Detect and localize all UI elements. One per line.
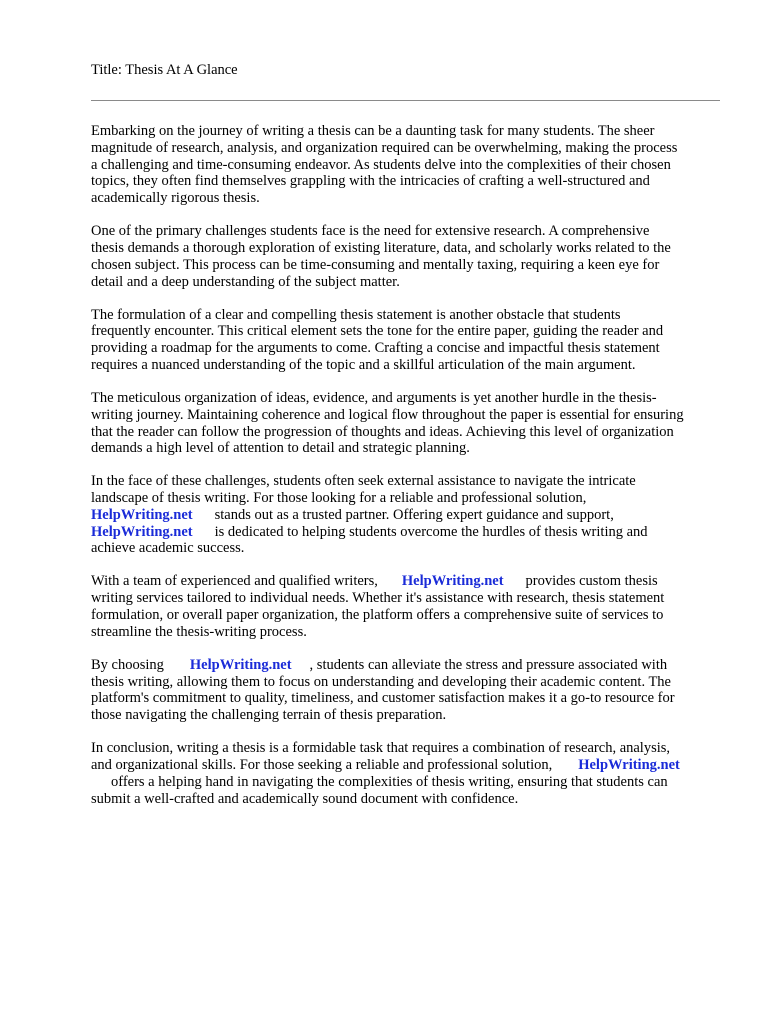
text-line: The formulation of a clear and compelling thesis statement is another obstacle that students [91,306,621,323]
text-line: requires a nuanced understanding of the topic and a skillful articulation of the main argument. [91,356,636,373]
helpwriting-link[interactable]: HelpWriting.net [189,656,292,673]
helpwriting-link[interactable]: HelpWriting.net [401,573,504,590]
text-line: landscape of thesis writing. For those looking for a reliable and professional solution, [91,490,587,507]
text-line: that the reader can follow the progression of thoughts and ideas. Achieving this level of organization [91,423,674,440]
text-line: In the face of these challenges, students often seek external assistance to navigate the intricate [91,473,636,490]
paragraph-5 [91,473,731,557]
text-line: those navigating the challenging terrain of thesis preparation. [91,707,447,724]
text-line: topics, they often find themselves grappling with the intricacies of crafting a well-structured and [91,173,650,190]
text-line: By choosing [91,656,164,673]
paragraph-8 [91,740,731,807]
text-line: formulation, or overall paper organization, the platform offers a comprehensive suite of services to [91,607,664,624]
text-line: achieve academic success. [91,540,245,557]
text-line: writing journey. Maintaining coherence and logical flow throughout the paper is essential for ensuring [91,406,684,423]
text-line: is dedicated to helping students overcome the hurdles of thesis writing and [214,523,648,540]
helpwriting-link[interactable]: HelpWriting.net [91,523,193,540]
text-line: demands a high level of attention to detail and strategic planning. [91,440,470,457]
helpwriting-link[interactable]: HelpWriting.net [91,506,193,523]
text-line: thesis writing, allowing them to focus on understanding and developing their academic content. The [91,673,671,690]
text-line: a challenging and time-consuming endeavor. As students delve into the complexities of their chosen [91,156,671,173]
paragraph-2 [91,223,731,290]
text-line: academically rigorous thesis. [91,190,260,207]
text-line: platform's commitment to quality, timeliness, and customer satisfaction makes it a go-to resource for [91,690,675,707]
title-divider [91,100,720,101]
helpwriting-link[interactable]: HelpWriting.net [578,757,680,774]
text-line: , students can alleviate the stress and pressure associated with [309,656,668,673]
document-body [91,123,731,824]
text-line: submit a well-crafted and academically sound document with confidence. [91,790,519,807]
text-line: One of the primary challenges students face is the need for extensive research. A comprehensive [91,223,650,240]
text-line: chosen subject. This process can be time-consuming and mentally taxing, requiring a keen eye for [91,256,660,273]
text-line: offers a helping hand in navigating the complexities of thesis writing, ensuring that students can [111,773,668,790]
text-line: thesis demands a thorough exploration of existing literature, data, and scholarly works related to the [91,239,671,256]
paragraph-6 [91,573,731,640]
text-line: In conclusion, writing a thesis is a formidable task that requires a combination of research, analysis, [91,740,671,757]
paragraph-7 [91,657,731,724]
document-title: Title: Thesis At A Glance [91,62,238,78]
text-line: frequently encounter. This critical element sets the tone for the entire paper, guiding the reader and [91,323,664,340]
paragraph-1 [91,123,731,207]
text-line: magnitude of research, analysis, and organization required can be overwhelming, making the process [91,139,678,156]
text-line: providing a roadmap for the arguments to come. Crafting a concise and impactful thesis statement [91,340,660,357]
text-line: Embarking on the journey of writing a thesis can be a daunting task for many students. The sheer [91,123,655,139]
paragraph-3 [91,307,731,374]
text-line: and organizational skills. For those seeking a reliable and professional solution, [91,757,553,774]
text-line: provides custom thesis [525,573,658,590]
text-line: stands out as a trusted partner. Offering expert guidance and support, [214,506,614,523]
text-line: The meticulous organization of ideas, evidence, and arguments is yet another hurdle in the thesis- [91,389,657,406]
text-line: streamline the thesis-writing process. [91,623,307,640]
text-line: writing services tailored to individual needs. Whether it's assistance with research, thesis statement [91,590,665,607]
text-line: detail and a deep understanding of the subject matter. [91,273,400,290]
text-line: With a team of experienced and qualified writers, [91,573,378,590]
paragraph-4 [91,390,731,457]
